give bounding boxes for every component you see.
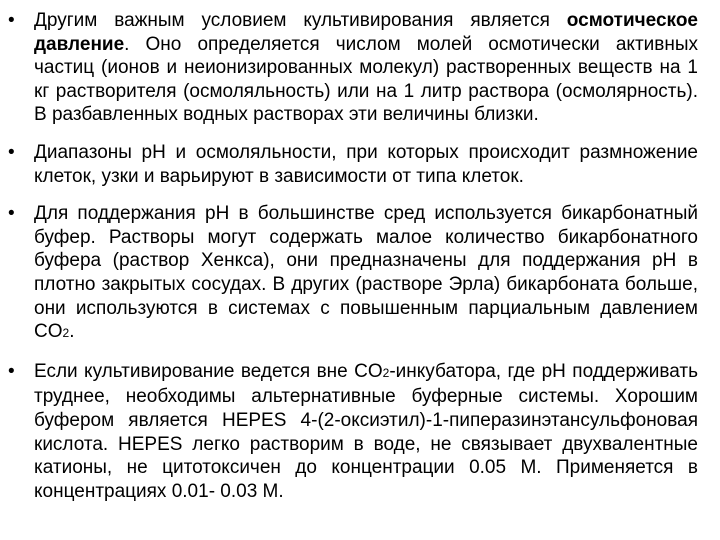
bullet-list	[8, 9, 698, 517]
subscript: 2	[382, 365, 390, 380]
bullet-text: Диапазоны pH и осмоляльности, при которых происходит размножение клеток, узки и варьируют в зависимости от типа клеток.	[34, 141, 698, 187]
bold-term: осмотическое давление	[34, 10, 698, 55]
bullet-item-bicarbonate-buffer	[8, 202, 698, 346]
bullet-item-hepes	[8, 360, 698, 504]
bullet-item-ph-ranges	[8, 141, 698, 188]
bullet-dot-icon: •	[8, 203, 15, 225]
bullet-item-osmotic-pressure	[8, 9, 698, 127]
bullet-dot-icon: •	[8, 360, 15, 382]
bullet-dot-icon: •	[8, 141, 15, 163]
bullet-text: Для поддержания pH в большинстве сред используется бикарбонатный буфер. Растворы могут содержать малое количество бикарбонатного буфера (раствор Хенкса), они предназначены для поддержания pH в плотно закрытых сосудах. В других (растворе Эрла) бикарбоната больше, они используются в системах с повышенным парциальным давлением CO2.	[34, 203, 698, 343]
bullet-text: Другим важным условием культивирования является осмотическое давление. Оно определяется числом молей осмотически активных частиц (ионов и неионизированных молекул) растворенных веществ на 1 кг растворителя (осмоляльность) или на 1 литр раствора (осмолярность). В разбавленных водных растворах эти величины близки.	[34, 10, 698, 126]
bullet-text: Если культивирование ведется вне CO2-инкубатора, где pH поддерживать труднее, необходимы альтернативные буферные системы. Хорошим буфером является HEPES 4-(2-оксиэтил)-1-пиперазинэтансульфоновая кислота. HEPES легко растворим в воде, не связывает двухвалентные катионы, не цитотоксичен до концентрации 0.05 М. Применяется в концентрациях 0.01- 0.03 М.	[34, 360, 698, 502]
bullet-dot-icon: •	[8, 10, 15, 31]
subscript: 2	[62, 326, 70, 341]
